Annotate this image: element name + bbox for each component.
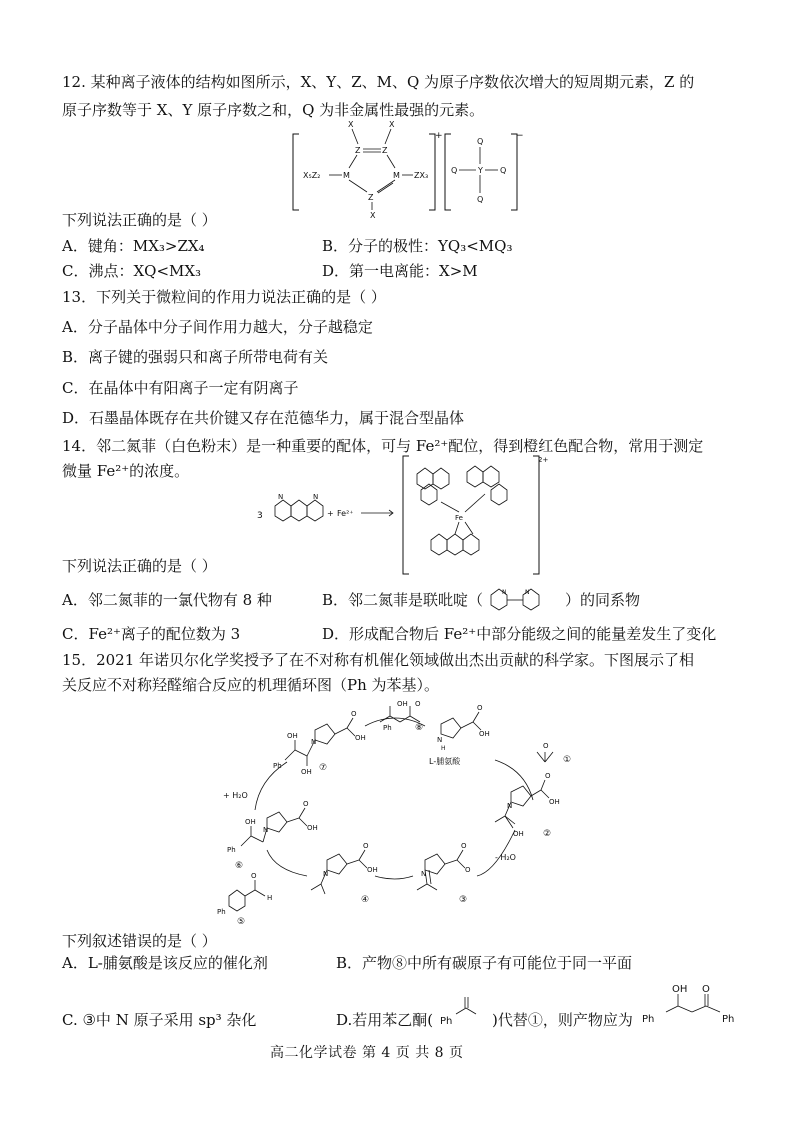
- svg-text:OH: OH: [549, 798, 560, 806]
- svg-text:Y: Y: [478, 166, 483, 175]
- svg-text:N: N: [263, 826, 269, 834]
- page-footer: 高二化学试卷 第 4 页 共 8 页: [270, 1045, 464, 1061]
- q14-phenanthroline-reaction: [245, 450, 555, 580]
- svg-text:ZX₃: ZX₃: [414, 171, 429, 180]
- q13-option-b: B．离子键的强弱只和离子所带电荷有关: [62, 348, 329, 366]
- q15-prompt: 下列叙述错误的是（ ）: [62, 932, 217, 950]
- svg-text:Z: Z: [355, 146, 361, 155]
- svg-text:X: X: [370, 211, 376, 220]
- q15-option-d-product: [638, 978, 766, 1028]
- svg-text:O: O: [543, 742, 549, 750]
- svg-text:Q: Q: [477, 137, 484, 146]
- svg-text:H: H: [441, 745, 446, 752]
- q15-option-d-post: )代替①，则产物应为: [492, 1011, 633, 1029]
- svg-text:⑧: ⑧: [415, 723, 424, 733]
- svg-text:Q: Q: [477, 195, 484, 204]
- svg-text:N: N: [507, 802, 513, 810]
- svg-text:N: N: [278, 493, 284, 501]
- svg-text:O: O: [465, 866, 471, 874]
- q12-option-c: C．沸点：XQ<MX₃: [62, 262, 202, 280]
- q15-option-c: C. ③中 N 原子采用 sp³ 杂化: [62, 1011, 257, 1029]
- q12-option-a: A．键角：MX₃>ZX₄: [62, 237, 205, 255]
- svg-text:O: O: [477, 704, 483, 712]
- q13-stem: 13．下列关于微粒间的作用力说法正确的是（ ）: [62, 288, 386, 306]
- svg-text:⑦: ⑦: [319, 763, 328, 773]
- q14-option-c: C．Fe²⁺离子的配位数为 3: [62, 625, 241, 643]
- svg-text:Ph: Ph: [273, 762, 282, 770]
- q15-stem-line1: 15．2021 年诺贝尔化学奖授予了在不对称有机催化领域做出杰出贡献的科学家。下图展示了相: [62, 651, 695, 669]
- q12-prompt: 下列说法正确的是（ ）: [62, 211, 217, 229]
- svg-text:OH: OH: [672, 984, 688, 995]
- svg-text:②: ②: [543, 829, 552, 839]
- svg-text:3: 3: [257, 511, 263, 521]
- q15-stem-line2: 关反应不对称羟醛缩合反应的机理循环图（Ph 为苯基）。: [62, 676, 440, 694]
- svg-text:①: ①: [563, 755, 572, 765]
- q12-option-b: B．分子的极性：YQ₃<MQ₃: [322, 237, 513, 255]
- svg-text:Z: Z: [368, 193, 374, 202]
- svg-text:X: X: [348, 120, 354, 129]
- svg-text:+ H₂O: + H₂O: [223, 791, 248, 800]
- q14-prompt: 下列说法正确的是（ ）: [62, 557, 217, 575]
- svg-text:O: O: [545, 772, 551, 780]
- q12-stem-line1: 12. 某种离子液体的结构如图所示，X、Y、Z、M、Q 为原子序数依次增大的短周期元素，Z 的: [62, 73, 695, 91]
- svg-text:Fe²⁺: Fe²⁺: [337, 509, 354, 518]
- q14-option-b-pre: B．邻二氮菲是联吡啶（: [322, 591, 484, 609]
- q15-option-a: A．L-脯氨酸是该反应的催化剂: [62, 954, 268, 972]
- svg-text:M: M: [393, 171, 400, 180]
- svg-text:OH: OH: [479, 730, 490, 738]
- q12-option-d: D．第一电离能：X>M: [322, 262, 478, 280]
- svg-text:Ph: Ph: [217, 908, 226, 916]
- svg-text:OH: OH: [301, 768, 312, 776]
- svg-text:M: M: [343, 171, 350, 180]
- svg-text:N: N: [421, 870, 427, 878]
- svg-text:N: N: [437, 736, 443, 744]
- q15-option-d-pre: D.若用苯乙酮(: [336, 1011, 434, 1029]
- svg-text:X: X: [389, 120, 395, 129]
- svg-text:OH: OH: [245, 818, 256, 826]
- svg-text:OH: OH: [307, 824, 318, 832]
- svg-text:N: N: [525, 589, 530, 596]
- svg-text:+: +: [435, 131, 443, 141]
- svg-text:O: O: [461, 842, 467, 850]
- svg-text:L-脯氨酸: L-脯氨酸: [429, 757, 461, 766]
- q12-stem-line2: 原子序数等于 X、Y 原子序数之和，Q 为非金属性最强的元素。: [62, 101, 485, 119]
- svg-text:2+: 2+: [538, 456, 549, 464]
- q14-stem-line1: 14．邻二氮菲（白色粉末）是一种重要的配体，可与 Fe²⁺配位，得到橙红色配合物，常用于测定: [62, 437, 704, 455]
- q14-option-b-post: ）的同系物: [565, 591, 641, 609]
- bipyridine-structure: [485, 585, 565, 613]
- svg-text:OH: OH: [355, 734, 366, 742]
- svg-text:OH: OH: [397, 700, 408, 708]
- acetophenone-structure: [440, 994, 492, 1028]
- svg-text:O: O: [415, 700, 421, 708]
- svg-text:−: −: [516, 131, 524, 141]
- svg-text:④: ④: [361, 895, 370, 905]
- svg-text:O: O: [251, 872, 257, 880]
- svg-text:X₅Z₂: X₅Z₂: [303, 171, 321, 180]
- svg-text:OH: OH: [367, 866, 378, 874]
- svg-text:Ph: Ph: [383, 724, 392, 732]
- q13-option-a: A．分子晶体中分子间作用力越大，分子越稳定: [62, 318, 373, 336]
- svg-text:O: O: [363, 842, 369, 850]
- svg-text:③: ③: [459, 895, 468, 905]
- svg-text:N: N: [323, 870, 329, 878]
- svg-text:Q: Q: [500, 166, 507, 175]
- svg-text:H: H: [267, 894, 273, 902]
- svg-text:- H₂O: - H₂O: [495, 853, 516, 862]
- svg-text:Ph: Ph: [440, 1016, 453, 1027]
- svg-text:Q: Q: [451, 166, 458, 175]
- svg-text:N: N: [311, 738, 317, 746]
- q14-option-d: D．形成配合物后 Fe²⁺中部分能级之间的能量差发生了变化: [322, 625, 717, 643]
- q13-option-d: D．石墨晶体既存在共价键又存在范德华力，属于混合型晶体: [62, 409, 465, 427]
- svg-text:⑥: ⑥: [235, 861, 244, 871]
- q14-option-a: A．邻二氮菲的一氯代物有 8 种: [62, 591, 272, 609]
- svg-text:Ph: Ph: [227, 846, 236, 854]
- svg-text:OH: OH: [513, 830, 524, 838]
- svg-text:⑤: ⑤: [237, 917, 246, 927]
- svg-text:+: +: [327, 509, 334, 518]
- svg-text:O: O: [303, 800, 309, 808]
- q15-catalytic-cycle: [215, 700, 635, 932]
- svg-text:O: O: [702, 984, 710, 995]
- svg-text:Fe: Fe: [455, 514, 463, 522]
- svg-text:OH: OH: [287, 732, 298, 740]
- q12-ionic-liquid-structure: [285, 120, 525, 220]
- q15-option-b: B．产物⑧中所有碳原子有可能位于同一平面: [336, 954, 633, 972]
- svg-text:N: N: [313, 493, 319, 501]
- svg-text:O: O: [351, 710, 357, 718]
- svg-text:Ph: Ph: [722, 1014, 735, 1025]
- svg-text:N: N: [502, 589, 507, 596]
- q14-stem-line2: 微量 Fe²⁺的浓度。: [62, 462, 190, 480]
- svg-text:Z: Z: [382, 146, 388, 155]
- q13-option-c: C．在晶体中有阳离子一定有阴离子: [62, 379, 299, 397]
- svg-text:Ph: Ph: [642, 1014, 655, 1025]
